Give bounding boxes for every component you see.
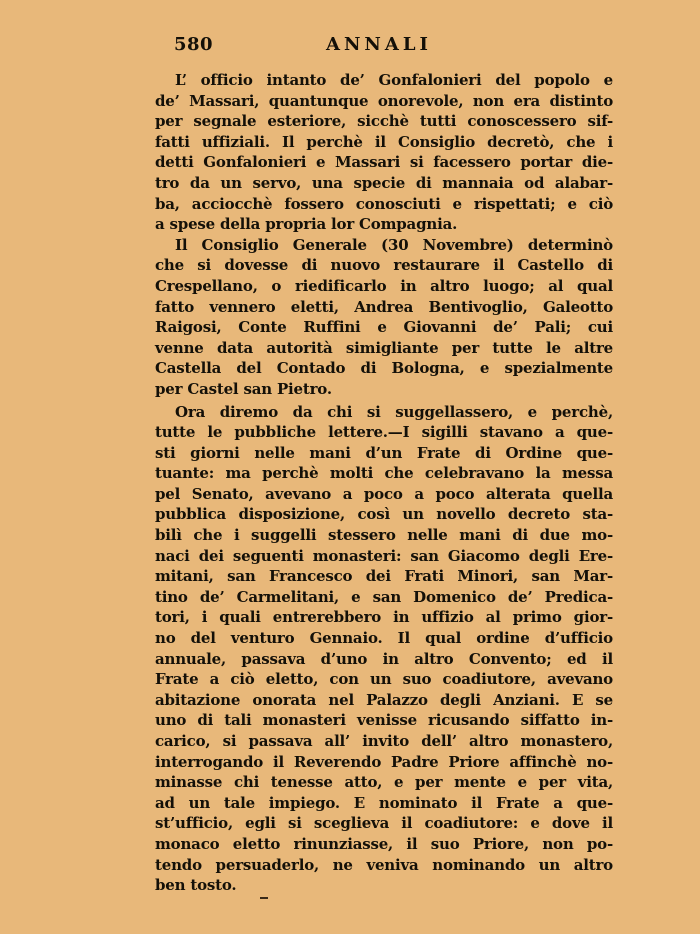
text-line: venne data autorità simigliante per tutte le altre xyxy=(155,338,613,357)
page-header xyxy=(0,34,700,58)
text-line: carico, si passava all’ invito dell’ altro monastero, xyxy=(155,732,613,750)
text-line: naci dei seguenti monasteri: san Giacomo degli Ere- xyxy=(155,546,613,565)
text-line: detti Gonfalonieri e Massari si facessero portar die- xyxy=(155,153,613,172)
text-line: monaco eletto rinunziasse, il suo Priore, non po- xyxy=(155,834,613,853)
text-line: Raigosi, Conte Ruffini e Giovanni de’ Pali; cui xyxy=(155,318,613,337)
body-text xyxy=(155,70,613,896)
text-line: minasse chi tenesse atto, e per mente e per vita, xyxy=(155,773,613,792)
text-line: no del venturo Gennaio. Il qual ordine d’ufficio xyxy=(155,629,613,648)
text-line: Ora diremo da chi si suggellassero, e perchè, xyxy=(175,402,613,421)
text-line: ben tosto. xyxy=(155,876,237,895)
text-line: fatti uffiziali. Il perchè il Consiglio decretò, che i xyxy=(155,132,613,151)
text-line: per segnale esteriore, sicchè tutti conoscessero sif- xyxy=(155,112,613,131)
text-line: tendo persuaderlo, ne veniva nominando un altro xyxy=(155,855,613,874)
text-line: Crespellano, o riedificarlo in altro luogo; al qual xyxy=(155,276,613,295)
text-line: tutte le pubbliche lettere.—I sigilli stavano a que- xyxy=(155,423,613,442)
text-line: Castella del Contado di Bologna, e spezialmente xyxy=(155,359,613,378)
text-line: st’ufficio, egli si sceglieva il coadiutore: e dove il xyxy=(155,814,613,833)
text-line: uno di tali monasteri venisse ricusando siffatto in- xyxy=(155,711,613,730)
text-line: a spese della propria lor Compagnia. xyxy=(155,215,458,234)
text-line: tori, i quali entrerebbero in uffizio al primo gior- xyxy=(155,608,613,627)
text-line: fatto vennero eletti, Andrea Bentivoglio, Galeotto xyxy=(155,297,613,316)
text-line: mitani, san Francesco dei Frati Minori, san Mar- xyxy=(155,567,613,586)
text-line: bilì che i suggelli stessero nelle mani di due mo- xyxy=(155,526,613,545)
text-line: per Castel san Pietro. xyxy=(155,379,332,398)
footer-mark xyxy=(260,897,268,899)
text-line: annuale, passava d’uno in altro Convento; ed il xyxy=(155,649,613,668)
text-line: Il Consiglio Generale (30 Novembre) determinò xyxy=(175,235,613,254)
page-number: 580 xyxy=(174,34,214,55)
text-line: pel Senato, avevano a poco a poco alterata quella xyxy=(155,484,613,503)
text-line: sti giorni nelle mani d’un Frate di Ordine que- xyxy=(155,443,613,462)
text-line: ba, acciocchè fossero conosciuti e rispettati; e ciò xyxy=(155,194,613,213)
text-line: de’ Massari, quantunque onorevole, non era distinto xyxy=(155,91,613,110)
text-line: ad un tale impiego. E nominato il Frate a que- xyxy=(155,793,613,812)
text-line: abitazione onorata nel Palazzo degli Anziani. E se xyxy=(155,690,613,709)
text-line: Frate a ciò eletto, con un suo coadiutore, avevano xyxy=(155,670,613,689)
text-line: interrogando il Reverendo Padre Priore affinchè no- xyxy=(155,752,613,771)
text-line: che si dovesse di nuovo restaurare il Castello di xyxy=(155,256,613,275)
text-line: tro da un servo, una specie di mannaia od alabar- xyxy=(155,173,613,192)
text-line: tuante: ma perchè molti che celebravano la messa xyxy=(155,464,613,483)
text-line: pubblica disposizione, così un novello decreto sta- xyxy=(155,505,613,524)
running-title: ANNALI xyxy=(326,34,432,55)
text-line: tino de’ Carmelitani, e san Domenico de’ Predica- xyxy=(155,587,613,606)
text-line: L’ officio intanto de’ Gonfalonieri del popolo e xyxy=(175,71,613,89)
